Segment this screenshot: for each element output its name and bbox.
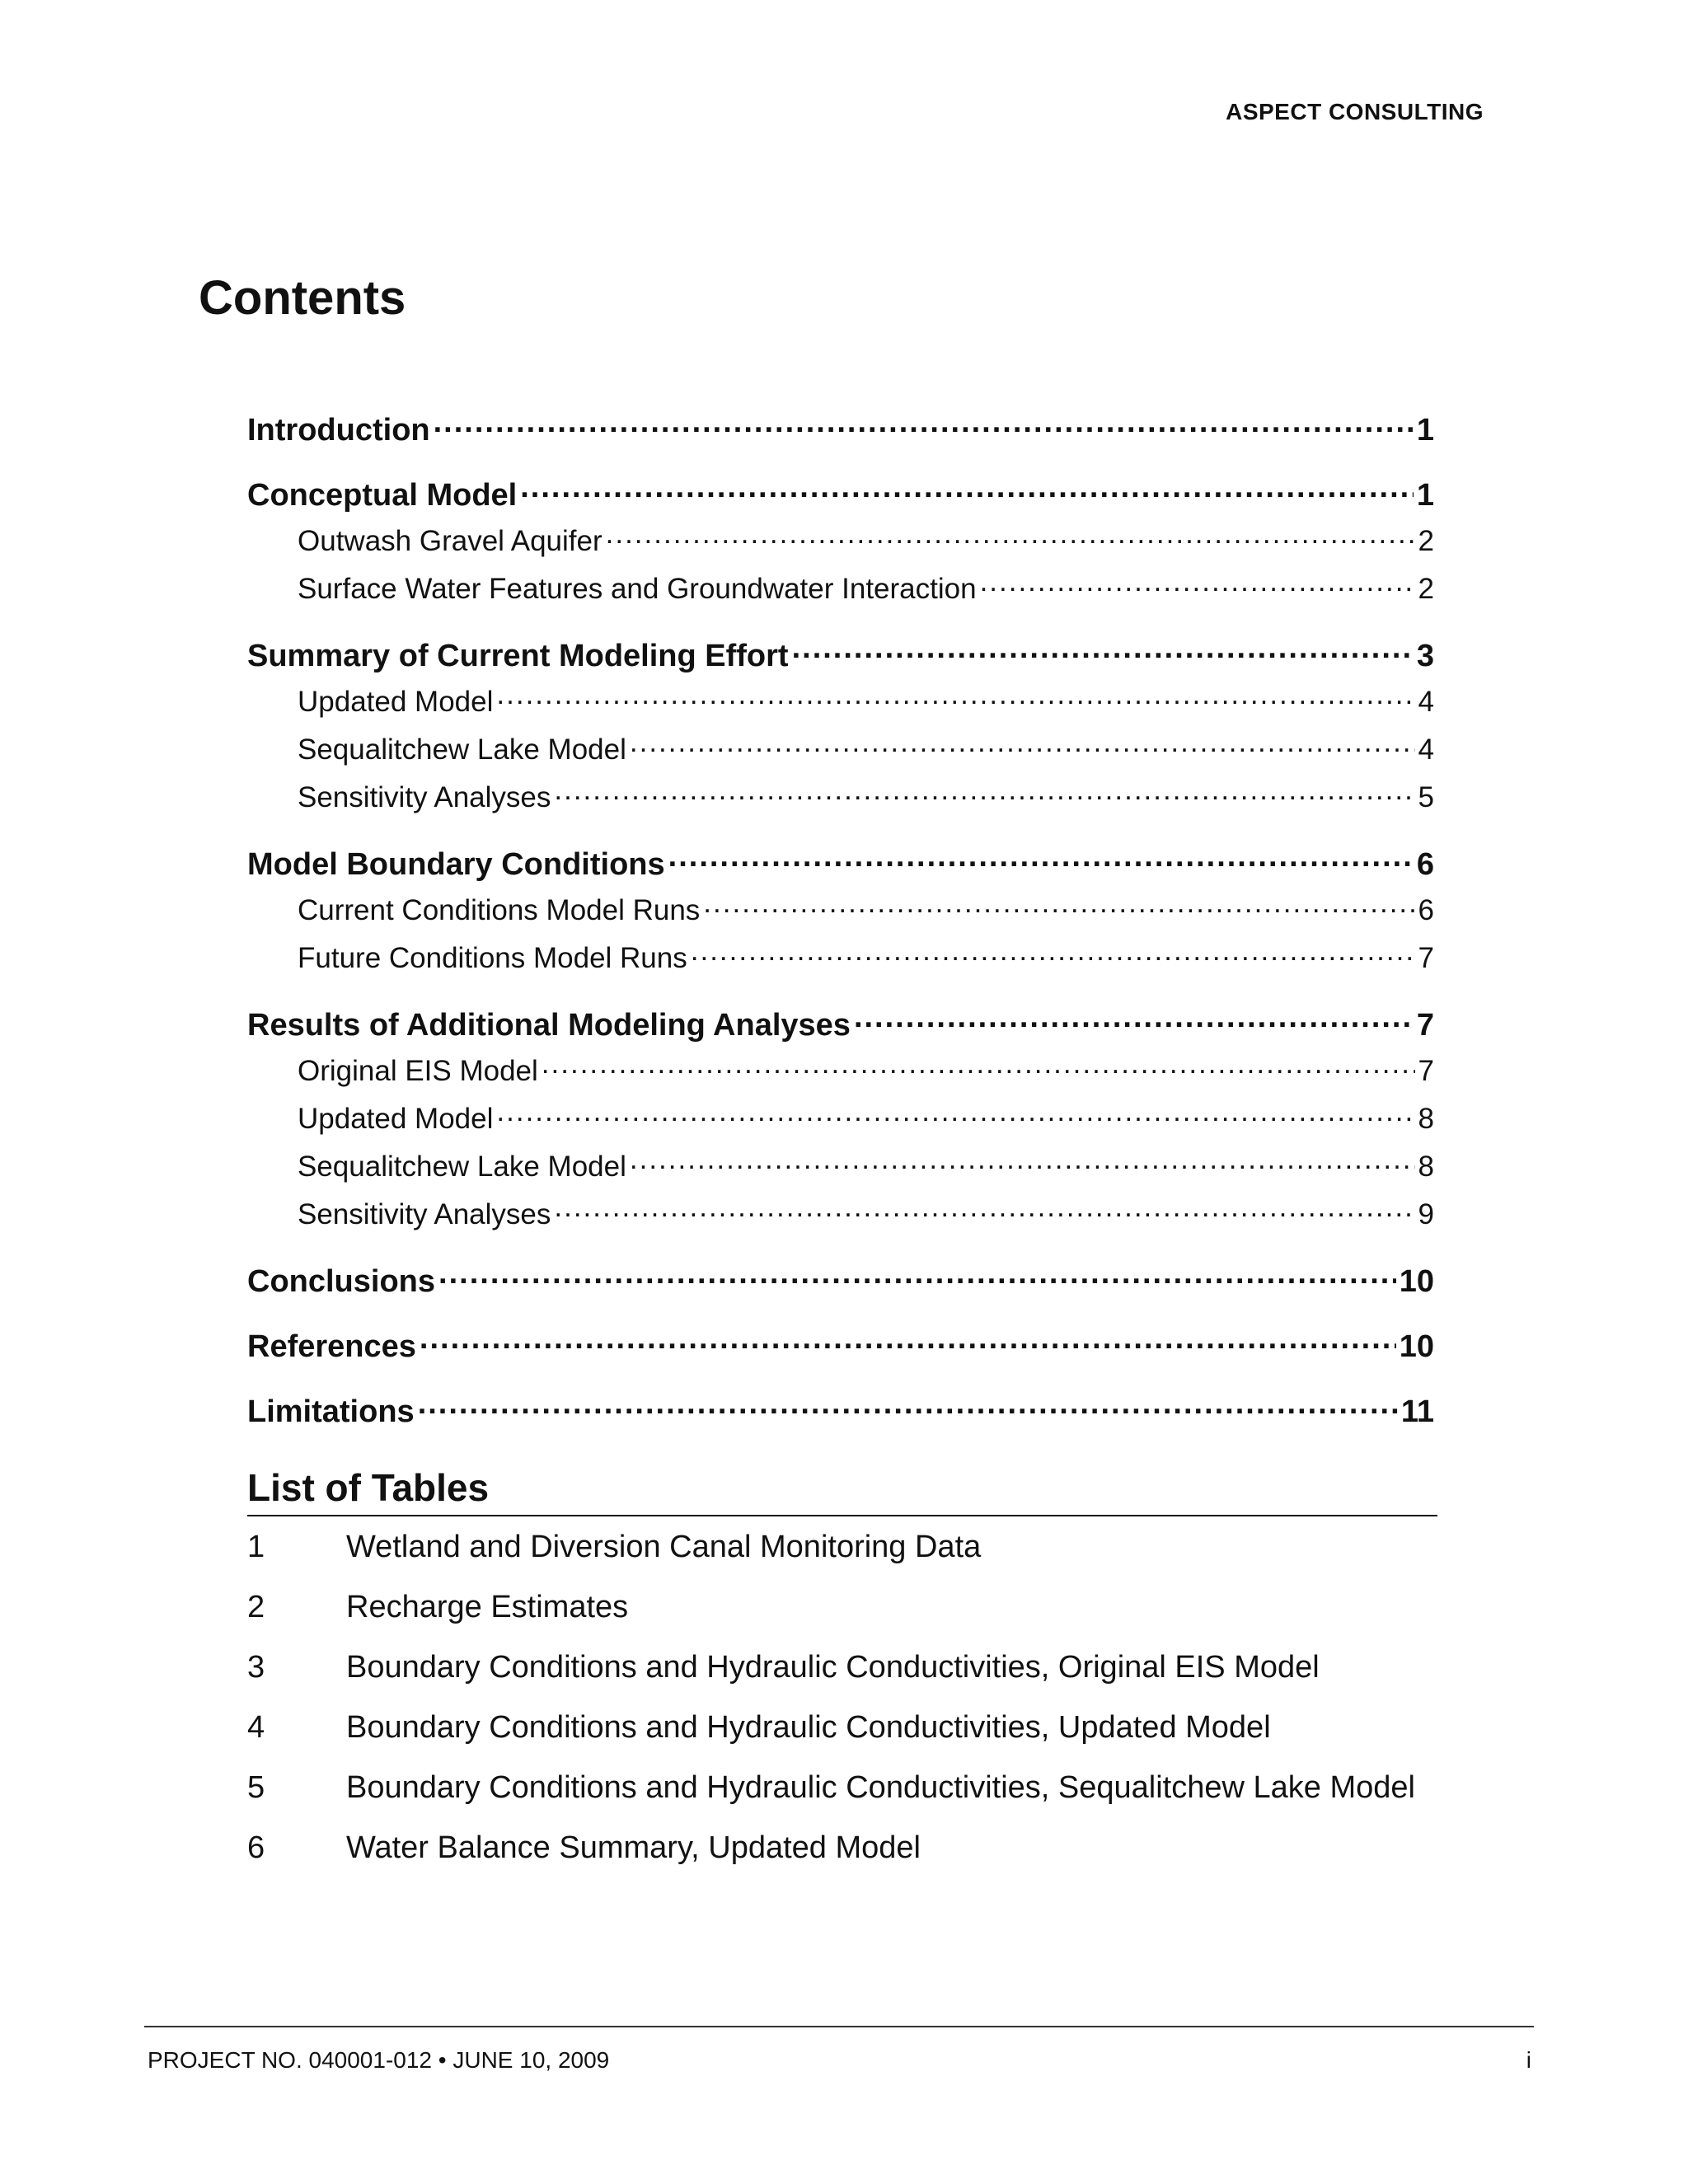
toc-entry[interactable] — [247, 939, 1434, 987]
table-title: Wetland and Diversion Canal Monitoring Data — [346, 1530, 982, 1564]
toc-entry-label: Model Boundary Conditions — [247, 847, 665, 882]
toc-entry-page-number: 11 — [1400, 1394, 1434, 1429]
toc-leader-dots — [554, 778, 1414, 807]
table-list-item[interactable] — [247, 1648, 1437, 1686]
toc-leader-dots — [520, 474, 1414, 505]
toc-leader-dots — [606, 522, 1415, 551]
toc-entry[interactable] — [247, 1195, 1434, 1243]
table-list-item[interactable] — [247, 1769, 1437, 1807]
toc-entry[interactable] — [247, 1260, 1434, 1308]
toc-entry[interactable] — [247, 1390, 1434, 1438]
toc-entry[interactable] — [247, 1147, 1434, 1195]
table-number: 4 — [247, 1710, 265, 1745]
contents-title: Contents — [199, 271, 406, 325]
toc-leader-dots — [980, 569, 1415, 598]
toc-entry-page-number: 10 — [1399, 1264, 1434, 1299]
toc-entry[interactable] — [247, 635, 1434, 682]
toc-entry-label: Original EIS Model — [298, 1055, 538, 1087]
toc-entry-page-number: 2 — [1418, 525, 1434, 557]
toc-entry-label: Future Conditions Model Runs — [298, 942, 687, 974]
toc-entry-label: Summary of Current Modeling Effort — [247, 639, 789, 673]
list-of-tables — [247, 1528, 1437, 1867]
toc-entry-page-number: 10 — [1399, 1329, 1434, 1364]
toc-entry[interactable] — [247, 843, 1434, 891]
list-of-tables-section — [247, 1465, 1437, 1867]
toc-entry-label: Surface Water Features and Groundwater Interaction — [298, 573, 977, 605]
toc-entry-label: Sequalitchew Lake Model — [298, 733, 626, 766]
toc-entry-page-number: 5 — [1418, 781, 1434, 813]
toc-leader-dots — [420, 1325, 1396, 1357]
toc-entry-label: Introduction — [247, 413, 430, 448]
toc-entry[interactable] — [247, 474, 1434, 522]
list-of-tables-title: List of Tables — [247, 1465, 1437, 1516]
footer-page-number: i — [1526, 2047, 1531, 2073]
toc-entry-label: Outwash Gravel Aquifer — [298, 525, 603, 557]
toc-entry-label: Sensitivity Analyses — [298, 781, 551, 813]
toc-leader-dots — [554, 1195, 1414, 1224]
toc-entry-page-number: 3 — [1416, 639, 1434, 673]
header-company-name: ASPECT CONSULTING — [1226, 99, 1484, 124]
table-title: Boundary Conditions and Hydraulic Conductivities, Original EIS Model — [346, 1650, 1320, 1685]
toc-entry-label: Limitations — [247, 1394, 415, 1429]
toc-leader-dots — [434, 409, 1414, 440]
toc-entry-label: Sensitivity Analyses — [298, 1198, 551, 1230]
toc-entry-page-number: 7 — [1418, 942, 1434, 974]
toc-entry[interactable] — [247, 1099, 1434, 1147]
toc-entry-page-number: 1 — [1416, 478, 1434, 513]
toc-entry-label: References — [247, 1329, 416, 1364]
table-number: 6 — [247, 1830, 265, 1865]
toc-entry-label: Conceptual Model — [247, 478, 518, 513]
toc-leader-dots — [496, 682, 1414, 711]
toc-entry[interactable] — [247, 1052, 1434, 1099]
toc-entry-page-number: 1 — [1416, 413, 1434, 448]
toc-entry[interactable] — [247, 891, 1434, 939]
toc-entry[interactable] — [247, 778, 1434, 826]
toc-entry-label: Conclusions — [247, 1264, 436, 1299]
toc-leader-dots — [630, 1147, 1415, 1176]
toc-leader-dots — [854, 1004, 1414, 1035]
toc-leader-dots — [792, 635, 1414, 666]
toc-entry-page-number: 6 — [1418, 894, 1434, 926]
toc-entry-label: Updated Model — [298, 686, 494, 718]
toc-entry-page-number: 6 — [1416, 847, 1434, 882]
table-number: 3 — [247, 1650, 265, 1685]
toc-entry-label: Sequalitchew Lake Model — [298, 1151, 626, 1183]
toc-entry[interactable] — [247, 522, 1434, 569]
toc-entry[interactable] — [247, 682, 1434, 730]
table-number: 5 — [247, 1770, 265, 1805]
toc-entry-page-number: 7 — [1416, 1008, 1434, 1043]
table-title: Boundary Conditions and Hydraulic Conductivities, Sequalitchew Lake Model — [346, 1770, 1415, 1805]
toc-entry-page-number: 9 — [1418, 1198, 1434, 1230]
toc-entry-label: Results of Additional Modeling Analyses — [247, 1008, 851, 1043]
toc-entry-page-number: 8 — [1418, 1103, 1434, 1135]
toc-leader-dots — [668, 843, 1414, 874]
table-list-item[interactable] — [247, 1588, 1437, 1626]
toc-entry[interactable] — [247, 1325, 1434, 1373]
table-title: Boundary Conditions and Hydraulic Conductivities, Updated Model — [346, 1710, 1271, 1745]
toc-leader-dots — [630, 730, 1415, 759]
toc-entry-page-number: 2 — [1418, 573, 1434, 605]
toc-entry-page-number: 7 — [1418, 1055, 1434, 1087]
table-number: 1 — [247, 1530, 265, 1564]
toc-entry[interactable] — [247, 569, 1434, 617]
footer-divider — [144, 2026, 1534, 2027]
toc-leader-dots — [496, 1099, 1414, 1128]
toc-leader-dots — [438, 1260, 1396, 1291]
table-title: Water Balance Summary, Updated Model — [346, 1830, 921, 1865]
table-list-item[interactable] — [247, 1708, 1437, 1746]
toc-leader-dots — [703, 891, 1414, 920]
toc-leader-dots — [542, 1052, 1415, 1080]
table-title: Recharge Estimates — [346, 1590, 629, 1624]
table-of-contents — [247, 409, 1434, 1438]
footer-project-info: PROJECT NO. 040001-012 • JUNE 10, 2009 — [148, 2047, 610, 2073]
toc-entry-page-number: 4 — [1418, 686, 1434, 718]
table-list-item[interactable] — [247, 1528, 1437, 1566]
table-list-item[interactable] — [247, 1829, 1437, 1867]
toc-leader-dots — [418, 1390, 1398, 1422]
toc-entry-page-number: 4 — [1418, 733, 1434, 766]
table-number: 2 — [247, 1590, 265, 1624]
toc-entry[interactable] — [247, 730, 1434, 778]
toc-leader-dots — [691, 939, 1415, 968]
toc-entry-label: Current Conditions Model Runs — [298, 894, 701, 926]
toc-entry[interactable] — [247, 1004, 1434, 1052]
toc-entry-page-number: 8 — [1418, 1151, 1434, 1183]
toc-entry-label: Updated Model — [298, 1103, 494, 1135]
toc-entry[interactable] — [247, 409, 1434, 457]
